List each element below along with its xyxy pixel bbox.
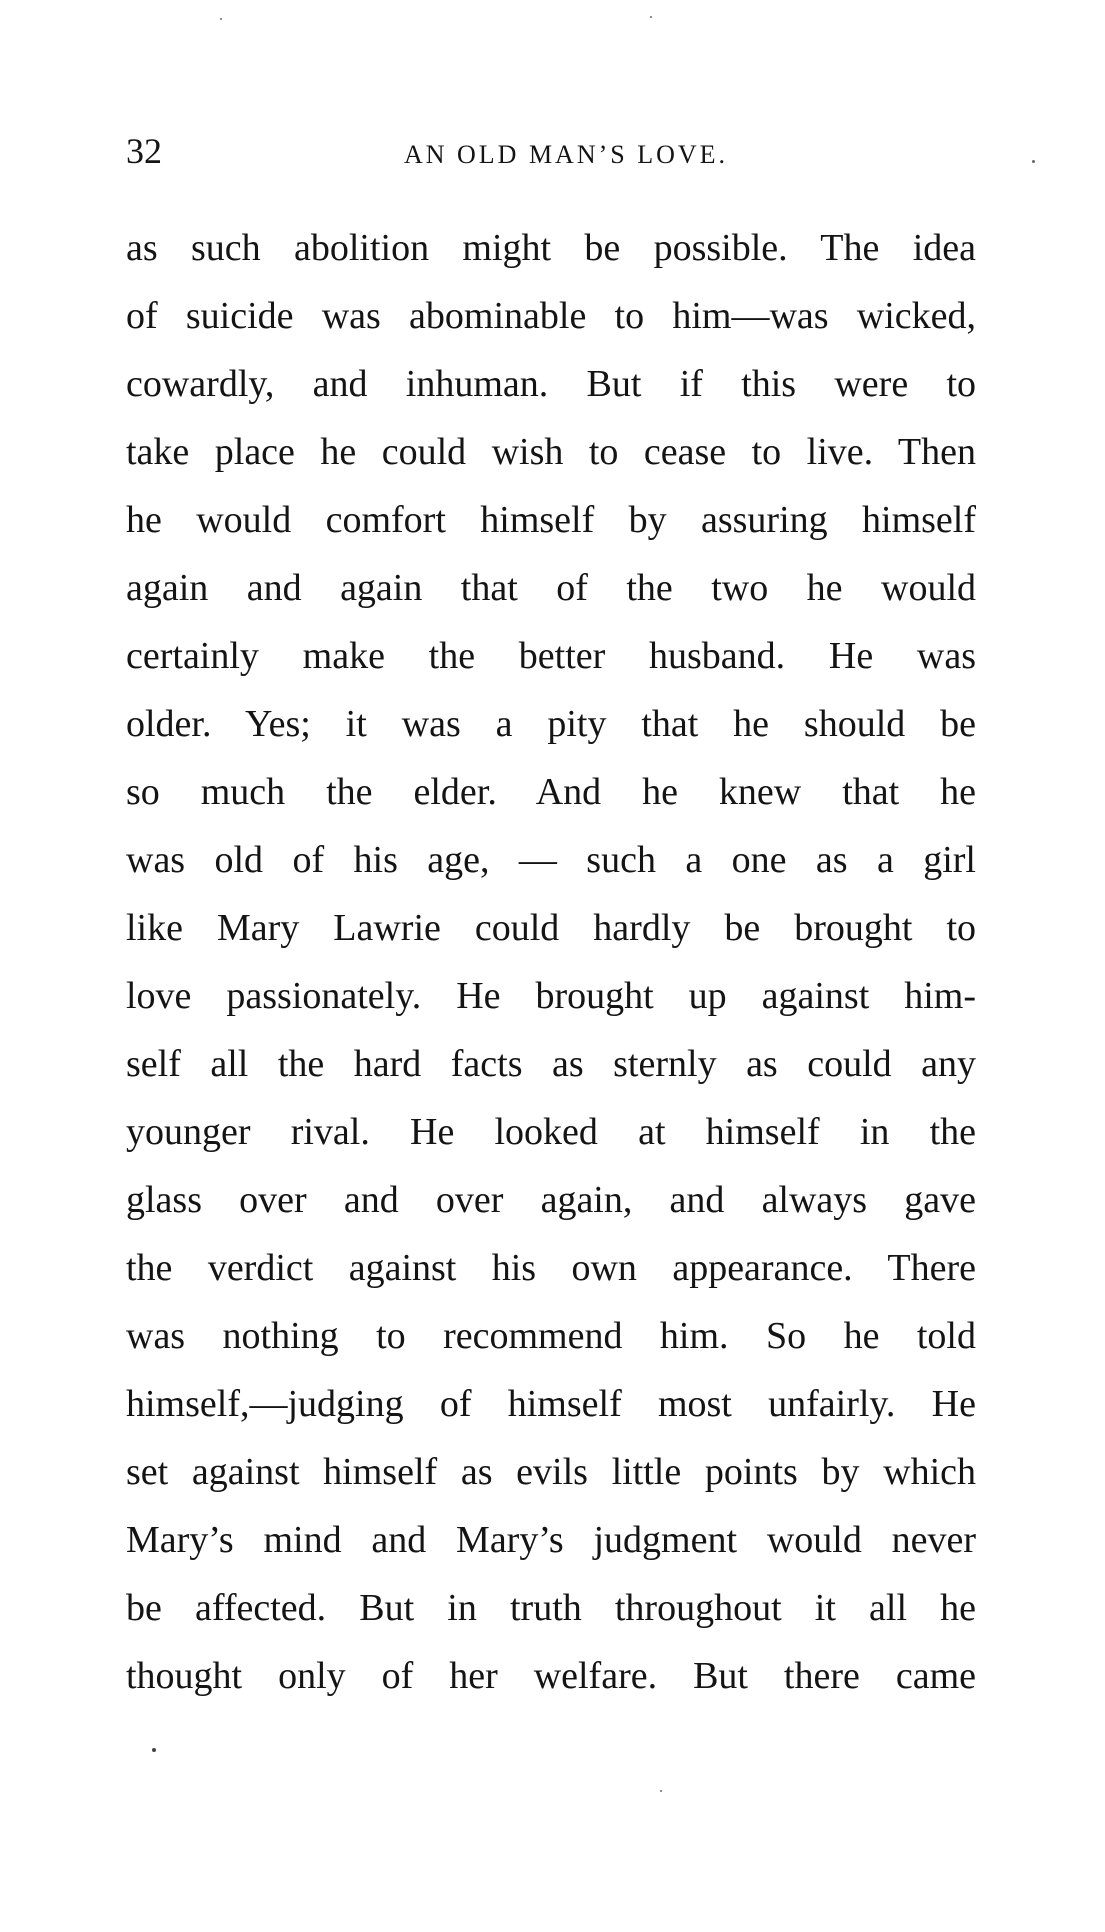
- print-speck: [650, 16, 652, 18]
- text-line: self all the hard facts as sternly as could any: [126, 1043, 976, 1085]
- page-number: 32: [126, 131, 162, 171]
- text-line: set against himself as evils little points by which: [126, 1451, 976, 1493]
- text-line: take place he could wish to cease to live. Then: [126, 431, 976, 473]
- text-line: was nothing to recommend him. So he told: [126, 1315, 976, 1357]
- text-line: younger rival. He looked at himself in the: [126, 1111, 976, 1153]
- text-line: like Mary Lawrie could hardly be brought to: [126, 907, 976, 949]
- print-speck: [660, 1790, 662, 1792]
- text-line: cowardly, and inhuman. But if this were to: [126, 363, 976, 405]
- text-line: glass over and over again, and always gave: [126, 1179, 976, 1221]
- print-speck: [152, 1748, 156, 1752]
- text-line: older. Yes; it was a pity that he should be: [126, 703, 976, 745]
- text-line: he would comfort himself by assuring himself: [126, 499, 976, 541]
- running-head: [126, 128, 976, 174]
- text-line: himself,—judging of himself most unfairly. He: [126, 1383, 976, 1425]
- text-line: certainly make the better husband. He was: [126, 635, 976, 677]
- text-line: be affected. But in truth throughout it all he: [126, 1587, 976, 1629]
- text-line: thought only of her welfare. But there came: [126, 1655, 976, 1697]
- text-line: the verdict against his own appearance. There: [126, 1247, 976, 1289]
- text-line: love passionately. He brought up against him-: [126, 975, 976, 1017]
- running-title: AN OLD MAN’S LOVE.: [403, 140, 729, 169]
- body-text: [126, 214, 976, 1710]
- text-line: was old of his age, — such a one as a girl: [126, 839, 976, 881]
- text-line: of suicide was abominable to him—was wicked,: [126, 295, 976, 337]
- text-line: so much the elder. And he knew that he: [126, 771, 976, 813]
- print-speck: [1032, 160, 1035, 163]
- text-line: Mary’s mind and Mary’s judgment would never: [126, 1519, 976, 1561]
- print-speck: [220, 18, 222, 20]
- text-line: as such abolition might be possible. The idea: [126, 227, 976, 269]
- text-line: again and again that of the two he would: [126, 567, 976, 609]
